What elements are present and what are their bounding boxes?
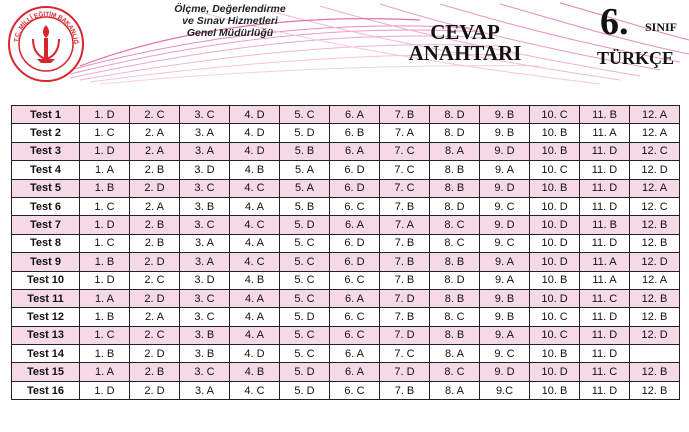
table-row — [12, 234, 680, 252]
answer-cell: 2. B — [130, 363, 180, 381]
answer-cell: 6. D — [330, 234, 380, 252]
answer-cell: 12. A — [630, 179, 680, 197]
answer-cell: 8. D — [430, 197, 480, 215]
answer-cell: 4. B — [230, 161, 280, 179]
answer-cell: 8. D — [430, 271, 480, 289]
answer-cell: 7. B — [380, 308, 430, 326]
answer-cell: 3. D — [180, 271, 230, 289]
answer-cell: 7. B — [380, 381, 430, 399]
answer-key-table — [11, 105, 680, 400]
answer-cell: 6. D — [330, 161, 380, 179]
answer-cell: 12. A — [630, 124, 680, 142]
answer-cell: 4. B — [230, 271, 280, 289]
answer-cell — [630, 345, 680, 363]
answer-cell: 4. D — [230, 142, 280, 160]
answer-cell: 10. C — [530, 161, 580, 179]
answer-cell: 11. D — [580, 381, 630, 399]
answer-cell: 12. A — [630, 106, 680, 124]
answer-cell: 1. B — [80, 179, 130, 197]
answer-cell: 7. B — [380, 253, 430, 271]
answer-cell: 8. B — [430, 289, 480, 307]
answer-cell: 12. B — [630, 381, 680, 399]
answer-cell: 3. C — [180, 289, 230, 307]
answer-cell: 6. C — [330, 271, 380, 289]
answer-cell: 4. B — [230, 363, 280, 381]
answer-cell: 4. A — [230, 289, 280, 307]
answer-cell: 1. A — [80, 363, 130, 381]
test-label: Test 13 — [12, 326, 80, 344]
answer-cell: 5. C — [280, 253, 330, 271]
table-row — [12, 142, 680, 160]
answer-cell: 4. C — [230, 381, 280, 399]
answer-cell: 6. C — [330, 381, 380, 399]
answer-cell: 3. A — [180, 253, 230, 271]
answer-cell: 9. D — [480, 179, 530, 197]
answer-cell: 9. C — [480, 197, 530, 215]
org-line-1: Ölçme, Değerlendirme — [174, 3, 286, 15]
answer-cell: 5. D — [280, 381, 330, 399]
answer-cell: 8. C — [430, 363, 480, 381]
answer-cell: 9.C — [480, 381, 530, 399]
answer-cell: 5. C — [280, 106, 330, 124]
answer-cell: 9. C — [480, 234, 530, 252]
answer-cell: 1. D — [80, 271, 130, 289]
answer-cell: 7. B — [380, 271, 430, 289]
answer-cell: 8. B — [430, 161, 480, 179]
answer-cell: 8. C — [430, 216, 480, 234]
answer-cell: 9. D — [480, 363, 530, 381]
answer-cell: 12. C — [630, 197, 680, 215]
test-label: Test 14 — [12, 345, 80, 363]
answer-cell: 10. B — [530, 345, 580, 363]
answer-cell: 4. A — [230, 197, 280, 215]
answer-cell: 8. A — [430, 381, 480, 399]
answer-cell: 6. A — [330, 289, 380, 307]
answer-cell: 2. A — [130, 142, 180, 160]
answer-cell: 11. D — [580, 197, 630, 215]
answer-key-title — [380, 22, 550, 64]
answer-cell: 7. C — [380, 161, 430, 179]
answer-cell: 7. C — [380, 142, 430, 160]
grade-word: SINIF — [645, 20, 678, 34]
answer-cell: 12. C — [630, 142, 680, 160]
answer-cell: 7. A — [380, 216, 430, 234]
table-row — [12, 161, 680, 179]
answer-cell: 10. D — [530, 253, 580, 271]
answer-cell: 8. A — [430, 345, 480, 363]
answer-cell: 9. B — [480, 308, 530, 326]
answer-cell: 7. D — [380, 326, 430, 344]
answer-cell: 10. D — [530, 363, 580, 381]
answer-cell: 3. B — [180, 197, 230, 215]
answer-cell: 4. C — [230, 253, 280, 271]
org-line-3: Genel Müdürlüğü — [186, 27, 274, 39]
answer-cell: 5. B — [280, 197, 330, 215]
answer-cell: 1. C — [80, 124, 130, 142]
answer-cell: 3. A — [180, 234, 230, 252]
answer-cell: 12. D — [630, 253, 680, 271]
answer-cell: 4. D — [230, 124, 280, 142]
answer-cell: 9. B — [480, 106, 530, 124]
header — [0, 0, 689, 100]
answer-cell: 9. A — [480, 271, 530, 289]
answer-cell: 6. C — [330, 308, 380, 326]
answer-cell: 1. B — [80, 308, 130, 326]
answer-cell: 3. C — [180, 106, 230, 124]
answer-cell: 2. A — [130, 308, 180, 326]
table-row — [12, 253, 680, 271]
test-label: Test 4 — [12, 161, 80, 179]
test-label: Test 2 — [12, 124, 80, 142]
answer-cell: 3. C — [180, 179, 230, 197]
table-row — [12, 106, 680, 124]
answer-cell: 9. A — [480, 253, 530, 271]
answer-cell: 6. A — [330, 363, 380, 381]
answer-cell: 4. D — [230, 106, 280, 124]
answer-cell: 12. B — [630, 308, 680, 326]
answer-cell: 11. A — [580, 253, 630, 271]
test-label: Test 9 — [12, 253, 80, 271]
answer-cell: 5. C — [280, 345, 330, 363]
answer-cell: 6. A — [330, 142, 380, 160]
answer-cell: 11. D — [580, 234, 630, 252]
answer-cell: 2. D — [130, 381, 180, 399]
answer-cell: 8. A — [430, 142, 480, 160]
answer-cell: 11. A — [580, 124, 630, 142]
test-label: Test 8 — [12, 234, 80, 252]
table-row — [12, 363, 680, 381]
table-row — [12, 197, 680, 215]
answer-cell: 10. C — [530, 326, 580, 344]
answer-cell: 10. D — [530, 216, 580, 234]
answer-cell: 1. D — [80, 142, 130, 160]
answer-cell: 12. D — [630, 161, 680, 179]
answer-cell: 10. B — [530, 179, 580, 197]
ministry-logo — [7, 5, 85, 83]
answer-cell: 1. C — [80, 234, 130, 252]
answer-cell: 7. C — [380, 345, 430, 363]
answer-cell: 5. B — [280, 142, 330, 160]
answer-cell: 6. D — [330, 179, 380, 197]
table-row — [12, 308, 680, 326]
answer-cell: 9. A — [480, 161, 530, 179]
answer-cell: 7. A — [380, 124, 430, 142]
answer-cell: 10. C — [530, 308, 580, 326]
answer-cell: 1. D — [80, 106, 130, 124]
answer-cell: 5. D — [280, 216, 330, 234]
answer-cell: 2. C — [130, 106, 180, 124]
test-label: Test 3 — [12, 142, 80, 160]
table-row — [12, 345, 680, 363]
title-line-2: ANAHTARI — [408, 41, 522, 65]
answer-cell: 2. D — [130, 179, 180, 197]
answer-cell: 9. D — [480, 216, 530, 234]
answer-cell: 8. B — [430, 326, 480, 344]
answer-cell: 7. B — [380, 234, 430, 252]
test-label: Test 7 — [12, 216, 80, 234]
answer-cell: 2. D — [130, 345, 180, 363]
answer-cell: 6. C — [330, 326, 380, 344]
answer-cell: 10. C — [530, 106, 580, 124]
answer-cell: 11. D — [580, 308, 630, 326]
answer-cell: 5. D — [280, 308, 330, 326]
answer-cell: 2. C — [130, 271, 180, 289]
answer-key-table-body — [12, 106, 680, 400]
answer-cell: 6. A — [330, 345, 380, 363]
test-label: Test 16 — [12, 381, 80, 399]
answer-cell: 1. C — [80, 326, 130, 344]
answer-cell: 5. A — [280, 179, 330, 197]
title-line-1: CEVAP — [430, 20, 500, 44]
answer-cell: 7. D — [380, 363, 430, 381]
test-label: Test 10 — [12, 271, 80, 289]
table-row — [12, 381, 680, 399]
answer-cell: 1. B — [80, 345, 130, 363]
test-label: Test 15 — [12, 363, 80, 381]
answer-cell: 4. A — [230, 234, 280, 252]
answer-cell: 7. D — [380, 289, 430, 307]
answer-cell: 10. D — [530, 234, 580, 252]
answer-cell: 9. B — [480, 289, 530, 307]
answer-cell: 4. C — [230, 179, 280, 197]
answer-cell: 5. D — [280, 363, 330, 381]
table-row — [12, 216, 680, 234]
grade-number: 6. — [600, 1, 629, 43]
answer-cell: 12. D — [630, 326, 680, 344]
answer-cell: 1. D — [80, 381, 130, 399]
answer-cell: 5. A — [280, 161, 330, 179]
answer-cell: 2. C — [130, 326, 180, 344]
answer-cell: 10. D — [530, 197, 580, 215]
answer-cell: 4. C — [230, 216, 280, 234]
answer-cell: 7. C — [380, 179, 430, 197]
table-row — [12, 326, 680, 344]
answer-cell: 8. B — [430, 253, 480, 271]
test-label: Test 1 — [12, 106, 80, 124]
answer-cell: 3. D — [180, 161, 230, 179]
answer-cell: 12. B — [630, 216, 680, 234]
answer-cell: 11. C — [580, 289, 630, 307]
answer-cell: 6. B — [330, 124, 380, 142]
org-line-2: ve Sınav Hizmetleri — [182, 15, 278, 27]
answer-cell: 8. D — [430, 124, 480, 142]
answer-cell: 9. A — [480, 326, 530, 344]
answer-cell: 6. C — [330, 197, 380, 215]
answer-cell: 10. B — [530, 381, 580, 399]
answer-cell: 5. D — [280, 124, 330, 142]
answer-cell: 5. C — [280, 289, 330, 307]
answer-cell: 4. A — [230, 308, 280, 326]
answer-cell: 11. D — [580, 345, 630, 363]
answer-cell: 9. B — [480, 124, 530, 142]
answer-cell: 11. B — [580, 216, 630, 234]
answer-cell: 2. A — [130, 124, 180, 142]
answer-cell: 11. D — [580, 179, 630, 197]
answer-cell: 10. B — [530, 142, 580, 160]
subject-title: TÜRKÇE — [597, 48, 675, 68]
answer-cell: 11. C — [580, 363, 630, 381]
answer-cell: 8. C — [430, 308, 480, 326]
answer-cell: 3. C — [180, 308, 230, 326]
answer-cell: 12. B — [630, 234, 680, 252]
answer-cell: 9. D — [480, 142, 530, 160]
answer-cell: 2. B — [130, 161, 180, 179]
answer-cell: 2. B — [130, 216, 180, 234]
answer-cell: 5. C — [280, 326, 330, 344]
answer-cell: 3. C — [180, 363, 230, 381]
answer-cell: 12. B — [630, 289, 680, 307]
answer-cell: 8. D — [430, 106, 480, 124]
answer-cell: 4. D — [230, 345, 280, 363]
answer-cell: 11. A — [580, 271, 630, 289]
table-row — [12, 289, 680, 307]
answer-cell: 2. D — [130, 289, 180, 307]
answer-cell: 6. A — [330, 216, 380, 234]
answer-cell: 5. C — [280, 271, 330, 289]
organization-name — [150, 3, 310, 39]
answer-cell: 2. D — [130, 253, 180, 271]
answer-cell: 3. A — [180, 124, 230, 142]
answer-cell: 3. B — [180, 326, 230, 344]
answer-cell: 9. C — [480, 345, 530, 363]
table-row — [12, 271, 680, 289]
answer-cell: 7. B — [380, 197, 430, 215]
answer-cell: 3. B — [180, 345, 230, 363]
test-label: Test 5 — [12, 179, 80, 197]
answer-cell: 7. B — [380, 106, 430, 124]
answer-cell: 1. D — [80, 216, 130, 234]
answer-cell: 1. B — [80, 253, 130, 271]
answer-cell: 5. C — [280, 234, 330, 252]
answer-cell: 3. A — [180, 381, 230, 399]
answer-cell: 12. B — [630, 363, 680, 381]
answer-cell: 11. B — [580, 106, 630, 124]
answer-cell: 8. C — [430, 234, 480, 252]
table-row — [12, 179, 680, 197]
answer-cell: 2. B — [130, 234, 180, 252]
answer-cell: 1. C — [80, 197, 130, 215]
answer-cell: 4. A — [230, 326, 280, 344]
answer-cell: 1. A — [80, 161, 130, 179]
table-row — [12, 124, 680, 142]
answer-cell: 10. B — [530, 271, 580, 289]
answer-cell: 8. B — [430, 179, 480, 197]
test-label: Test 6 — [12, 197, 80, 215]
test-label: Test 11 — [12, 289, 80, 307]
test-label: Test 12 — [12, 308, 80, 326]
answer-cell: 10. B — [530, 124, 580, 142]
answer-cell: 3. A — [180, 142, 230, 160]
answer-cell: 6. A — [330, 106, 380, 124]
answer-cell: 6. D — [330, 253, 380, 271]
answer-cell: 11. D — [580, 161, 630, 179]
answer-cell: 3. C — [180, 216, 230, 234]
answer-cell: 11. D — [580, 326, 630, 344]
answer-cell: 1. A — [80, 289, 130, 307]
answer-cell: 10. D — [530, 289, 580, 307]
answer-cell: 12. A — [630, 271, 680, 289]
answer-cell: 2. A — [130, 197, 180, 215]
decorative-swoosh — [0, 0, 689, 100]
answer-cell: 11. D — [580, 142, 630, 160]
logo-ring-text: T.C. MİLLÎ EĞİTİM BAKANLIĞ — [13, 10, 80, 45]
